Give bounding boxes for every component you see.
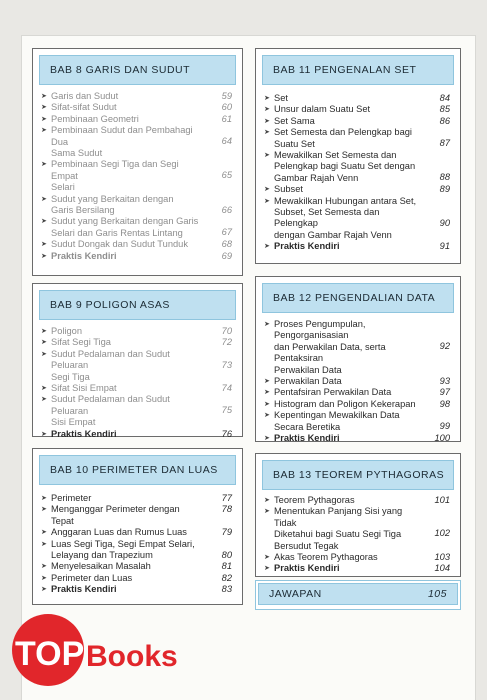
list-item[interactable]: ➤ Kepentingan Mewakilkan Data Secara Beretika 99	[264, 410, 450, 432]
bab13-header: BAB 13 TEOREM PYTHAGORAS	[262, 460, 454, 490]
arrow-icon: ➤	[41, 241, 47, 249]
list-item[interactable]: ➤ Mewakilkan Hubungan antara Set, Subset, Set Semesta dan Pelengkap dengan Gambar Rajah Venn 90	[264, 195, 450, 240]
list-item[interactable]: ➤ Sudut yang Berkaitan dengan Garis Selari dan Garis Rentas Lintang 67	[41, 216, 232, 238]
bab12-box	[255, 276, 461, 442]
list-item[interactable]: ➤ Unsur dalam Suatu Set 85	[264, 104, 450, 115]
arrow-icon: ➤	[264, 321, 270, 328]
bab8-box	[32, 48, 243, 276]
bab11-header: BAB 11 PENGENALAN SET	[262, 55, 454, 85]
bab9-box	[32, 283, 243, 437]
arrow-icon: ➤	[264, 117, 270, 125]
bab10-box	[32, 448, 243, 605]
bab9-list	[41, 326, 232, 440]
list-item[interactable]: ➤ Praktis Kendiri 69	[41, 250, 232, 261]
list-item[interactable]: ➤ Proses Pengumpulan, Pengorganisasian dan Perwakilan Data, serta Pentaksiran Perwakilan Data 92	[264, 319, 450, 375]
list-item[interactable]: ➤ Sudut yang Berkaitan dengan Garis Bersilang 66	[41, 193, 232, 216]
arrow-icon: ➤	[264, 412, 270, 420]
bab9-header: BAB 9 POLIGON ASAS	[39, 290, 236, 320]
logo-books-text: Books	[86, 640, 178, 673]
logo-top-text: TOP	[15, 635, 85, 673]
arrow-icon: ➤	[264, 378, 270, 386]
arrow-icon: ➤	[264, 400, 270, 408]
list-item[interactable]: ➤ Teorem Pythagoras 101	[264, 495, 450, 505]
arrow-icon: ➤	[264, 197, 270, 205]
arrow-icon: ➤	[41, 529, 47, 537]
arrow-icon: ➤	[41, 430, 47, 438]
list-item[interactable]: ➤ Menyelesaikan Masalah 81	[41, 561, 232, 572]
arrow-icon: ➤	[264, 186, 270, 194]
list-item[interactable]: ➤ Praktis Kendiri 100	[264, 433, 450, 444]
list-item[interactable]: ➤ Subset 89	[264, 184, 450, 195]
arrow-icon: ➤	[41, 218, 47, 226]
list-item[interactable]: ➤ Pembinaan Geometri 61	[41, 113, 232, 124]
bab8-list	[41, 91, 232, 262]
arrow-icon: ➤	[41, 195, 47, 203]
arrow-icon: ➤	[264, 243, 270, 251]
bab13-box	[255, 453, 461, 577]
list-item[interactable]: ➤ Akas Teorem Pythagoras 103	[264, 552, 450, 563]
arrow-icon: ➤	[264, 435, 270, 443]
arrow-icon: ➤	[264, 497, 270, 504]
bab8-header: BAB 8 GARIS DAN SUDUT	[39, 55, 236, 85]
arrow-icon: ➤	[41, 586, 47, 594]
arrow-icon: ➤	[41, 115, 47, 123]
list-item[interactable]: ➤ Sudut Pedalaman dan Sudut Peluaran Sisi Empat 75	[41, 394, 232, 428]
list-item[interactable]: ➤ Set Sama 86	[264, 115, 450, 126]
topbooks-logo	[6, 610, 196, 690]
list-item[interactable]: ➤ Set 84	[264, 93, 450, 103]
bab12-list	[264, 319, 450, 444]
list-item[interactable]: ➤ Sudut Pedalaman dan Sudut Peluaran Segi Tiga 73	[41, 348, 232, 382]
list-item[interactable]: ➤ Pembinaan Segi Tiga dan Segi Empat Selari 65	[41, 159, 232, 193]
arrow-icon: ➤	[264, 508, 270, 516]
list-item[interactable]: ➤ Mewakilkan Set Semesta dan Pelengkap bagi Suatu Set dengan Gambar Rajah Venn 88	[264, 150, 450, 183]
arrow-icon: ➤	[41, 350, 47, 358]
list-item[interactable]: ➤ Perimeter 77	[41, 493, 232, 503]
arrow-icon: ➤	[41, 328, 47, 335]
arrow-icon: ➤	[264, 554, 270, 562]
bab11-list	[264, 93, 450, 253]
list-item[interactable]: ➤ Perimeter dan Luas 82	[41, 572, 232, 583]
arrow-icon: ➤	[41, 161, 47, 169]
arrow-icon: ➤	[41, 385, 47, 393]
arrow-icon: ➤	[41, 104, 47, 112]
bab11-box	[255, 48, 461, 264]
arrow-icon: ➤	[41, 396, 47, 404]
arrow-icon: ➤	[41, 127, 47, 135]
list-item[interactable]: ➤ Sifat Sisi Empat 74	[41, 383, 232, 394]
list-item[interactable]: ➤ Praktis Kendiri 76	[41, 428, 232, 439]
arrow-icon: ➤	[41, 339, 47, 347]
list-item[interactable]: ➤ Perwakilan Data 93	[264, 376, 450, 387]
arrow-icon: ➤	[41, 563, 47, 571]
arrow-icon: ➤	[41, 574, 47, 582]
list-item[interactable]: ➤ Menganggar Perimeter dengan Tepat 78	[41, 504, 232, 526]
list-item[interactable]: ➤ Garis dan Sudut 59	[41, 91, 232, 101]
arrow-icon: ➤	[264, 565, 270, 573]
arrow-icon: ➤	[41, 252, 47, 260]
jawapan-header: JAWAPAN 105	[258, 583, 458, 605]
list-item[interactable]: ➤ Set Semesta dan Pelengkap bagi Suatu Set 87	[264, 127, 450, 149]
bab12-header: BAB 12 PENGENDALIAN DATA	[262, 283, 454, 313]
arrow-icon: ➤	[264, 106, 270, 114]
bab13-list	[264, 495, 450, 575]
list-item[interactable]: ➤ Sifat-sifat Sudut 60	[41, 102, 232, 113]
arrow-icon: ➤	[41, 495, 47, 502]
list-item[interactable]: ➤ Luas Segi Tiga, Segi Empat Selari, Lelayang dan Trapezium 80	[41, 538, 232, 561]
arrow-icon: ➤	[264, 95, 270, 102]
list-item[interactable]: ➤ Pembinaan Sudut dan Pembahagi Dua Sama Sudut 64	[41, 125, 232, 159]
list-item[interactable]: ➤ Praktis Kendiri 91	[264, 241, 450, 252]
list-item[interactable]: ➤ Sifat Segi Tiga 72	[41, 337, 232, 348]
arrow-icon: ➤	[264, 129, 270, 137]
arrow-icon: ➤	[264, 152, 270, 160]
jawapan-box[interactable]	[255, 580, 461, 610]
bab10-list	[41, 493, 232, 596]
list-item[interactable]: ➤ Praktis Kendiri 104	[264, 563, 450, 574]
list-item[interactable]: ➤ Sudut Dongak dan Sudut Tunduk 68	[41, 239, 232, 250]
list-item[interactable]: ➤ Pentafsiran Perwakilan Data 97	[264, 387, 450, 398]
bab10-header: BAB 10 PERIMETER DAN LUAS	[39, 455, 236, 485]
arrow-icon: ➤	[264, 389, 270, 397]
list-item[interactable]: ➤ Anggaran Luas dan Rumus Luas 79	[41, 527, 232, 538]
list-item[interactable]: ➤ Histogram dan Poligon Kekerapan 98	[264, 398, 450, 409]
arrow-icon: ➤	[41, 540, 47, 548]
list-item[interactable]: ➤ Praktis Kendiri 83	[41, 584, 232, 595]
list-item[interactable]: ➤ Poligon 70	[41, 326, 232, 336]
arrow-icon: ➤	[41, 506, 47, 514]
arrow-icon: ➤	[41, 93, 47, 100]
list-item[interactable]: ➤ Menentukan Panjang Sisi yang Tidak Diketahui bagi Suatu Segi Tiga Bersudut Tegak 102	[264, 506, 450, 551]
